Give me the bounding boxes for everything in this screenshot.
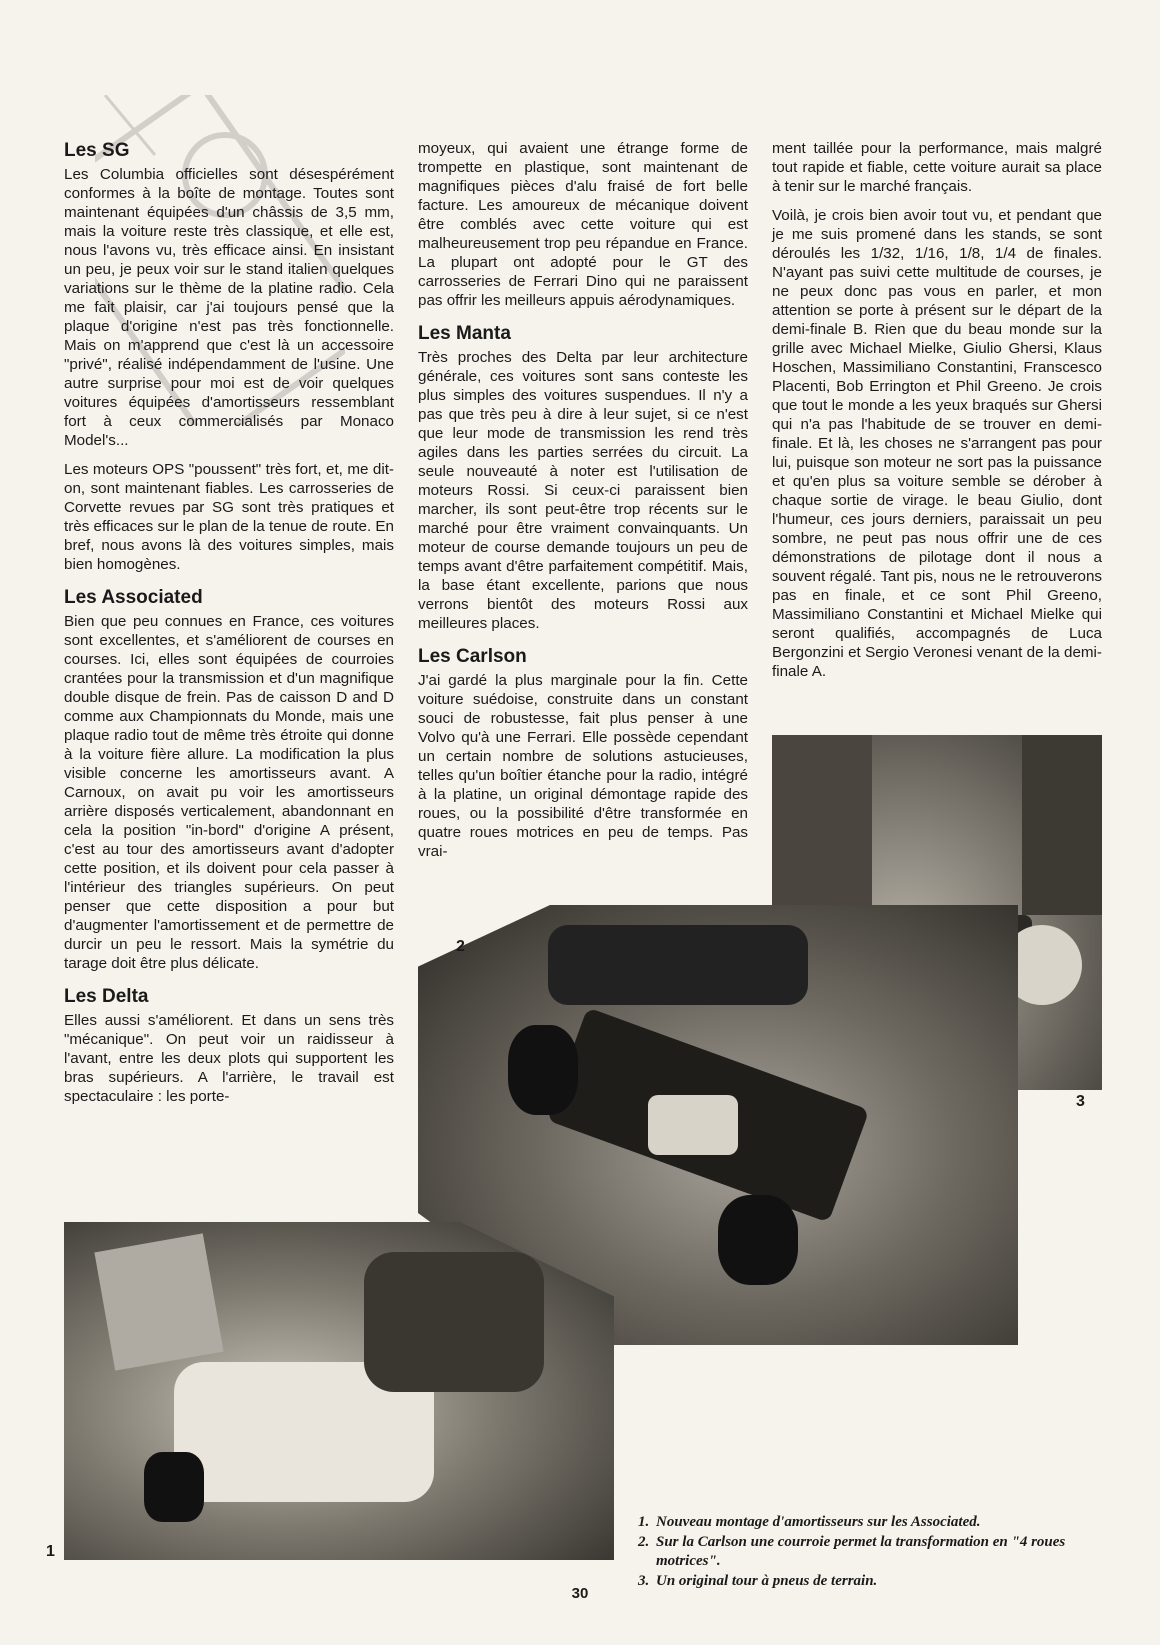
caption-item bbox=[638, 1533, 1088, 1572]
section-delta bbox=[64, 985, 394, 1106]
section-sg bbox=[64, 139, 394, 574]
caption-text: Nouveau montage d'amortisseurs sur les Associated. bbox=[656, 1514, 981, 1530]
paragraph: J'ai gardé la plus marginale pour la fin. Cette voiture suédoise, construite dans un constant souci de robustesse, fait plus penser à une Volvo qu'à une Ferrari. Elle possède cependant un certain nombre de solutions astucieuses, telles qu'un boîtier étanche pour la radio, intégré à la platine, un original démontage rapide des roues, ou la possibilité d'être transformée en quatre roues motrices en peu de temps. Pas vrai- bbox=[418, 672, 748, 860]
caption-number: 2. bbox=[638, 1533, 650, 1550]
section-heading: Les Associated bbox=[64, 587, 203, 608]
figure-number-2: 2 bbox=[456, 938, 465, 955]
photo-shape bbox=[1022, 735, 1102, 915]
figure-captions bbox=[638, 1513, 1088, 1591]
caption-number: 1. bbox=[638, 1514, 650, 1530]
paragraph: ment taillée pour la performance, mais malgré tout rapide et fiable, cette voiture aurait sa place à tenir sur le marché français. bbox=[772, 140, 1102, 195]
caption-text: Sur la Carlson une courroie permet la transformation en "4 roues motrices". bbox=[656, 1533, 1066, 1569]
figure-number-3: 3 bbox=[1076, 1093, 1085, 1110]
caption-number: 3. bbox=[638, 1572, 650, 1589]
photo-1-associated bbox=[64, 1222, 614, 1560]
column-3 bbox=[772, 139, 1102, 693]
photo-shape bbox=[144, 1452, 204, 1522]
paragraph: Les moteurs OPS "poussent" très fort, et, me dit-on, sont maintenant fiables. Les carrosseries de Corvette revues par SG sont très pratiques et très efficaces sur le plan de la tenue de route. En bref, nous avons là des voitures simples, mais bien homogènes. bbox=[64, 461, 394, 573]
photo-shape bbox=[94, 1233, 223, 1370]
photo-shape bbox=[548, 925, 808, 1005]
paragraph: moyeux, qui avaient une étrange forme de trompette en plastique, sont maintenant de magnifiques pièces d'alu fraisé de fort belle facture. Les amoureux de mécanique doivent être comblés avec cette voiture qui est malheureusement trop peu répandue en France. La plupart ont adopté pour le GT des carrosseries de Ferrari Dino qui ne paraissent pas offrir les meilleurs appuis aérodynamiques. bbox=[418, 140, 748, 309]
section-carlson-cont bbox=[772, 139, 1102, 681]
photo-shape bbox=[648, 1095, 738, 1155]
section-heading: Les Manta bbox=[418, 323, 511, 344]
photo-shape bbox=[364, 1252, 544, 1392]
section-heading: Les Carlson bbox=[418, 646, 527, 667]
paragraph: Très proches des Delta par leur architecture générale, ces voitures sont sans conteste les plus simples des voitures suspendues. Il n'y a pas que très peu à dire à leur sujet, si ce n'est que leur mode de transmission les rend très agiles dans les parties serrées du circuit. La seule nouveauté à noter est l'utilisation de moteurs Rossi. Si ceux-ci paraissent bien marcher, ils sont peut-être trop récents sur le marché pour être vraiment convainquants. Un moteur de course demande toujours un peu de temps avant d'être parfaitement compétitif. Mais, la base étant excellente, parions que nous verrons bientôt des moteurs Rossi aux meilleures places. bbox=[418, 349, 748, 632]
section-delta-cont bbox=[418, 139, 748, 310]
section-carlson bbox=[418, 645, 748, 861]
column-2 bbox=[418, 139, 748, 873]
section-heading: Les SG bbox=[64, 140, 130, 161]
paragraph: Voilà, je crois bien avoir tout vu, et pendant que je me suis promené dans les stands, se sont déroulés les 1/32, 1/16, 1/8, 1/4 de finales. N'ayant pas suivi cette multitude de courses, je ne peux donc pas vous en parler, et mon attention se porte à présent sur le départ de la demi-finale B. Rien que du beau monde sur la grille avec Michael Mielke, Giulio Ghersi, Klaus Hoschen, Massimiliano Constantini, Franscesco Placenti, Bob Errington et Phil Greeno. Je crois que tout le monde a les yeux braqués sur Ghersi qui n'a pas l'habitude de se trouver en demi-finale. Et là, les choses ne s'arrangent pas pour lui, puisque son moteur ne sort pas la puissance et qu'en plus sa voiture semble se dérober à chaque sortie de virage. le beau Giulio, dont l'humeur, ces jours derniers, paraissait un peu sombre, ne peut pas nous offrir une de ces démonstrations de pilotage dont il nous a souvent régalé. Tant pis, nous ne le retrouverons pas en finale, et ce sont Phil Greeno, Massimiliano Constantini et Michael Mielke qui seront qualifiés, accompagnés de Luca Bergonzini et Sergio Veronesi venant de la demi-finale A. bbox=[772, 207, 1102, 680]
column-1 bbox=[64, 139, 394, 1118]
photo-shape bbox=[718, 1195, 798, 1285]
paragraph: Les Columbia officielles sont désespérément conformes à la boîte de montage. Toutes sont maintenant équipées d'un châssis de 3,5 mm, mais la voiture reste très classique, et elle est, nous l'avons vu, très efficace ainsi. En insistant un peu, je peux voir sur le stand italien quelques variations sur le thème de la platine radio. Cela me fait plaisir, car j'ai toujours pensé que la plaque d'origine n'est pas très fonctionnelle. Mais on m'apprend que c'est là un accessoire "privé", réalisé indépendamment de l'usine. Une autre surprise pour moi est de voir quelques voitures équipées d'amortisseurs ressemblant fort à ceux commercialisés par Monaco Model's... bbox=[64, 166, 394, 449]
page-number: 30 bbox=[571, 1585, 589, 1602]
paragraph: Elles aussi s'améliorent. Et dans un sens très "mécanique". On peut voir un raidisseur à l'avant, entre les deux plots qui supportent les bras supérieurs. A l'arrière, le travail est spectaculaire : les porte- bbox=[64, 1012, 394, 1105]
figure-number-1: 1 bbox=[46, 1543, 55, 1560]
section-manta bbox=[418, 322, 748, 633]
caption-text: Un original tour à pneus de terrain. bbox=[656, 1572, 878, 1589]
section-associated bbox=[64, 586, 394, 973]
section-heading: Les Delta bbox=[64, 986, 149, 1007]
caption-item bbox=[638, 1513, 1088, 1533]
photo-shape bbox=[508, 1025, 578, 1115]
paragraph: Bien que peu connues en France, ces voitures sont excellentes, et s'améliorent de courses en courses. Ici, elles sont équipées de courroies crantées pour la transmission et d'un magnifique double disque de frein. Pas de caisson D and D comme aux Championnats du Monde, mais une plaque radio tout de même très étroite qui donne à la voiture fière allure. La modification la plus visible concerne les amortisseurs avant. A Carnoux, on avait pu voir les amortisseurs arrière disposés verticalement, abandonnant en cela la position "in-bord" d'origine A présent, c'est au tour des amortisseurs avant d'adopter cette position, et ils doivent pour cela passer à l'intérieur des triangles supérieurs. On peut penser que cette disposition a pour but d'augmenter l'amortissement et de permettre de durcir un peu le ressort. Mais la symétrie du tarage doit être plus délicate. bbox=[64, 613, 394, 972]
